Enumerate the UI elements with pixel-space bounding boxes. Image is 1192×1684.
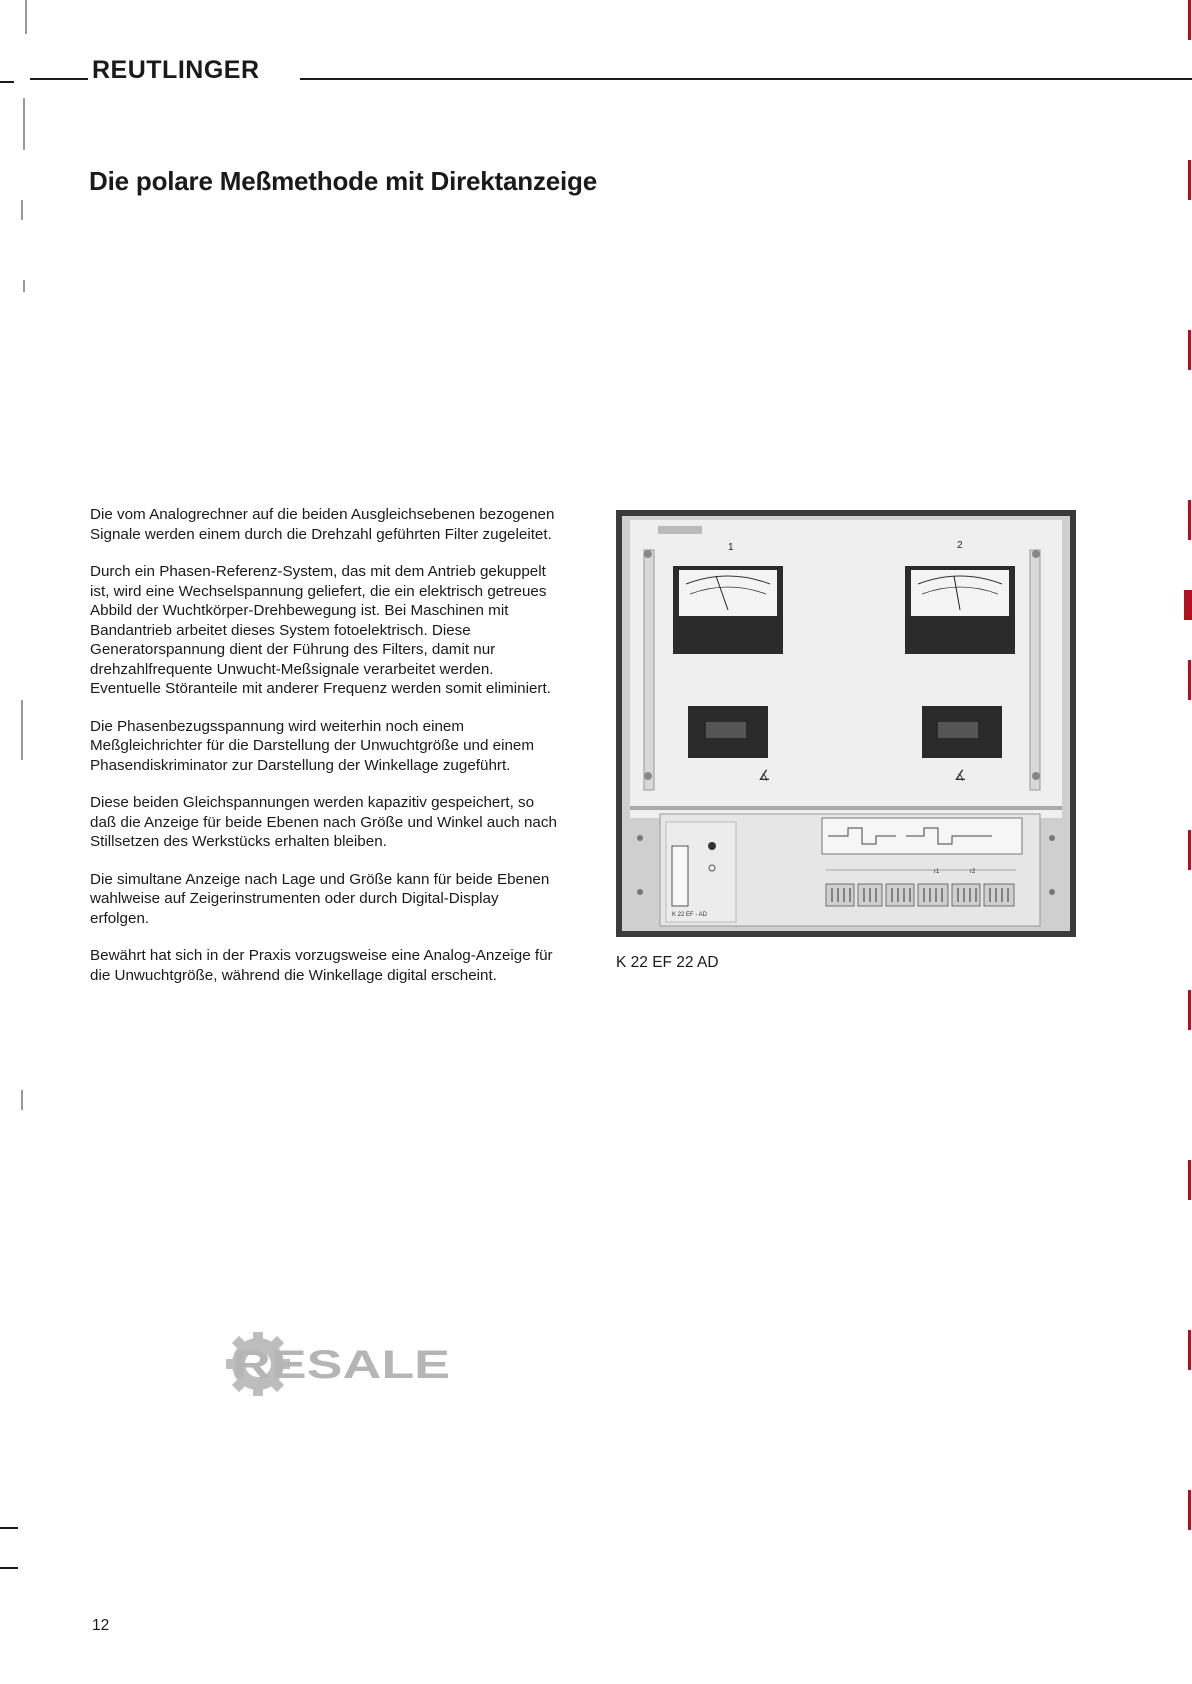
paragraph: Die simultane Anzeige nach Lage und Größe kann für beide Ebenen wahlweise auf Zeigerinstrumenten oder durch Digital-Display erfolgen. bbox=[90, 870, 550, 927]
paragraph: Diese beiden Gleichspannungen werden kapazitiv gespeichert, so daß die Anzeige für beide Ebenen nach Größe und Winkel auch nach Stillsetzen des Werkstücks erhalten bleiben. bbox=[90, 794, 557, 850]
header-rule-left bbox=[30, 78, 90, 80]
switch-label-r2: r2 bbox=[970, 869, 976, 875]
binding-marks bbox=[0, 0, 40, 1684]
plane-label-1: 1 bbox=[728, 542, 734, 553]
model-label: K 22 EF - AD bbox=[672, 912, 708, 918]
analog-meter-1 bbox=[673, 566, 783, 654]
page-title: Die polare Meßmethode mit Direktanzeige bbox=[89, 166, 597, 196]
switch-label-r1: r1 bbox=[934, 869, 940, 875]
plane-label-2: 2 bbox=[957, 540, 963, 551]
header-rule-right bbox=[300, 78, 1192, 80]
right-edge-tabs bbox=[1184, 0, 1192, 1684]
watermark-text: RESALE bbox=[232, 1343, 450, 1387]
control-unit bbox=[660, 814, 1040, 926]
paragraph: Die Phasenbezugsspannung wird weiterhin noch einem Meßgleichrichter für die Darstellung der Unwuchtgröße und einem Phasendiskriminator zur Darstellung der Winkellage zugeführt. bbox=[90, 717, 535, 774]
figure-caption: K 22 EF 22 AD bbox=[616, 954, 719, 971]
resale-watermark bbox=[226, 1328, 456, 1400]
paragraph: Die vom Analogrechner auf die beiden Ausgleichsebenen bezogenen Signale werden einem durch die Drehzahl geführten Filter zugeleitet. bbox=[90, 506, 555, 543]
paragraph: Bewährt hat sich in der Praxis vorzugsweise eine Analog-Anzeige für die Unwuchtgröße, während die Winkellage digital erscheint. bbox=[90, 947, 553, 984]
analog-meter-2 bbox=[905, 566, 1015, 654]
device-photo bbox=[616, 510, 1076, 937]
angle-symbol-1: ∡ bbox=[758, 767, 771, 783]
angle-symbol-2: ∡ bbox=[954, 767, 967, 783]
paragraph: Durch ein Phasen-Referenz-System, das mit dem Antrieb gekuppelt ist, wird eine Wechselspannung geliefert, die ein elektrisch getreues Abbild der Wuchtkörper-Drehbewegung ist. Bei Maschinen mit Bandantrieb arbeitet dieses System fotoelektrisch. Diese Generatorspannung dient der Führung des Filters, damit nur drehzahlfrequente Unwucht-Meßsignale verarbeitet werden. Eventuelle Störanteile mit anderer Frequenz werden somit eliminiert. bbox=[90, 563, 551, 697]
page-number: 12 bbox=[92, 1617, 110, 1634]
brand-logo-text: REUTLINGER bbox=[88, 56, 264, 85]
body-text bbox=[90, 505, 560, 1003]
